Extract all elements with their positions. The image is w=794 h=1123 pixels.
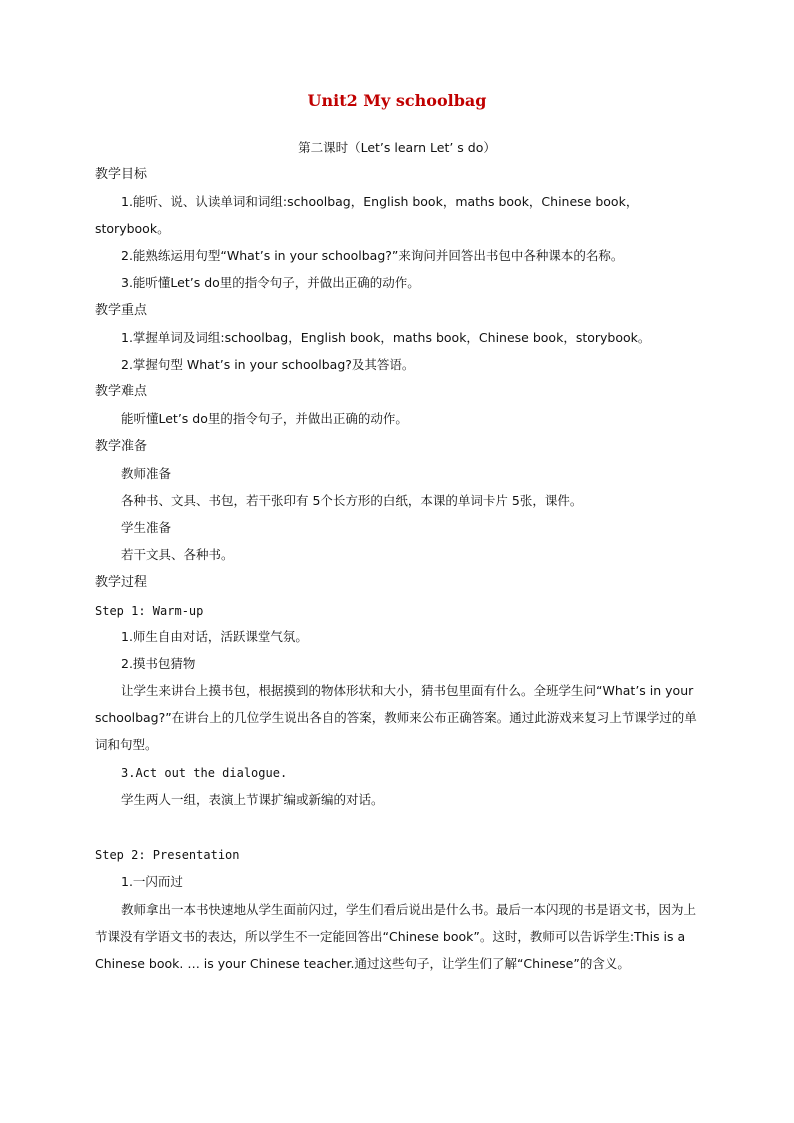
objective-item-1-line-2: storybook。 (95, 221, 170, 236)
step-2-item-1: 1.一闪而过 (121, 874, 183, 889)
step-2-paragraph: 教师拿出一本书快速地从学生面前闪过，学生们看后说出是什么书。最后一本闪现的书是语文书，因为上节课没有学语文书的表达，所以学生不一定能回答出“Chinese book”。这时，教师可以告诉学生:This is a Chinese book. … is your Chinese teacher.通过这些句子，让学生们了解“Chinese”的含义。 (95, 902, 697, 971)
student-prep-label: 学生准备 (121, 520, 172, 535)
step-2-title: Step 2: Presentation (95, 848, 240, 862)
section-heading-preparation: 教学准备 (95, 439, 148, 454)
teacher-prep-label: 教师准备 (121, 466, 172, 481)
teacher-prep-text: 各种书、文具、书包，若干张印有 5个长方形的白纸，本课的单词卡片 5张，课件。 (121, 493, 583, 508)
difficulty-item-1: 能听懂Let’s do里的指令句子，并做出正确的动作。 (121, 411, 408, 426)
section-heading-difficulties: 教学难点 (95, 384, 148, 399)
objective-item-2: 2.能熟练运用句型“What’s in your schoolbag?”来询问并回答出书包中各种课本的名称。 (121, 248, 624, 263)
student-prep-text: 若干文具、各种书。 (121, 547, 234, 562)
objective-item-1-line-1: 1.能听、说、认读单词和词组:schoolbag，English book，maths book，Chinese book， (121, 194, 639, 209)
objective-item-3: 3.能听懂Let’s do里的指令句子，并做出正确的动作。 (121, 275, 420, 290)
document-title: Unit2 My schoolbag (307, 91, 487, 110)
section-heading-objectives: 教学目标 (95, 167, 148, 182)
section-heading-process: 教学过程 (95, 575, 148, 590)
key-point-item-2: 2.掌握句型 What’s in your schoolbag?及其答语。 (121, 357, 415, 372)
step-1-item-3: 3.Act out the dialogue. (121, 766, 288, 780)
lesson-subtitle: 第二课时（Let’s learn Let’ s do） (298, 140, 496, 155)
step-1-item-3-text: 学生两人一组，表演上节课扩编或新编的对话。 (121, 792, 384, 807)
step-1-item-1: 1.师生自由对话，活跃课堂气氛。 (121, 629, 308, 644)
step-1-paragraph: 让学生来讲台上摸书包，根据摸到的物体形状和大小，猜书包里面有什么。全班学生问“What’s in your schoolbag?”在讲台上的几位学生说出各自的答案，教师来公布正确答案。通过此游戏来复习上节课学过的单词和句型。 (95, 683, 697, 752)
key-point-item-1: 1.掌握单词及词组:schoolbag，English book，maths book，Chinese book，storybook。 (121, 330, 651, 345)
section-heading-key-points: 教学重点 (95, 303, 148, 318)
step-1-title: Step 1: Warm-up (95, 604, 204, 618)
step-1-item-2: 2.摸书包猜物 (121, 656, 196, 671)
